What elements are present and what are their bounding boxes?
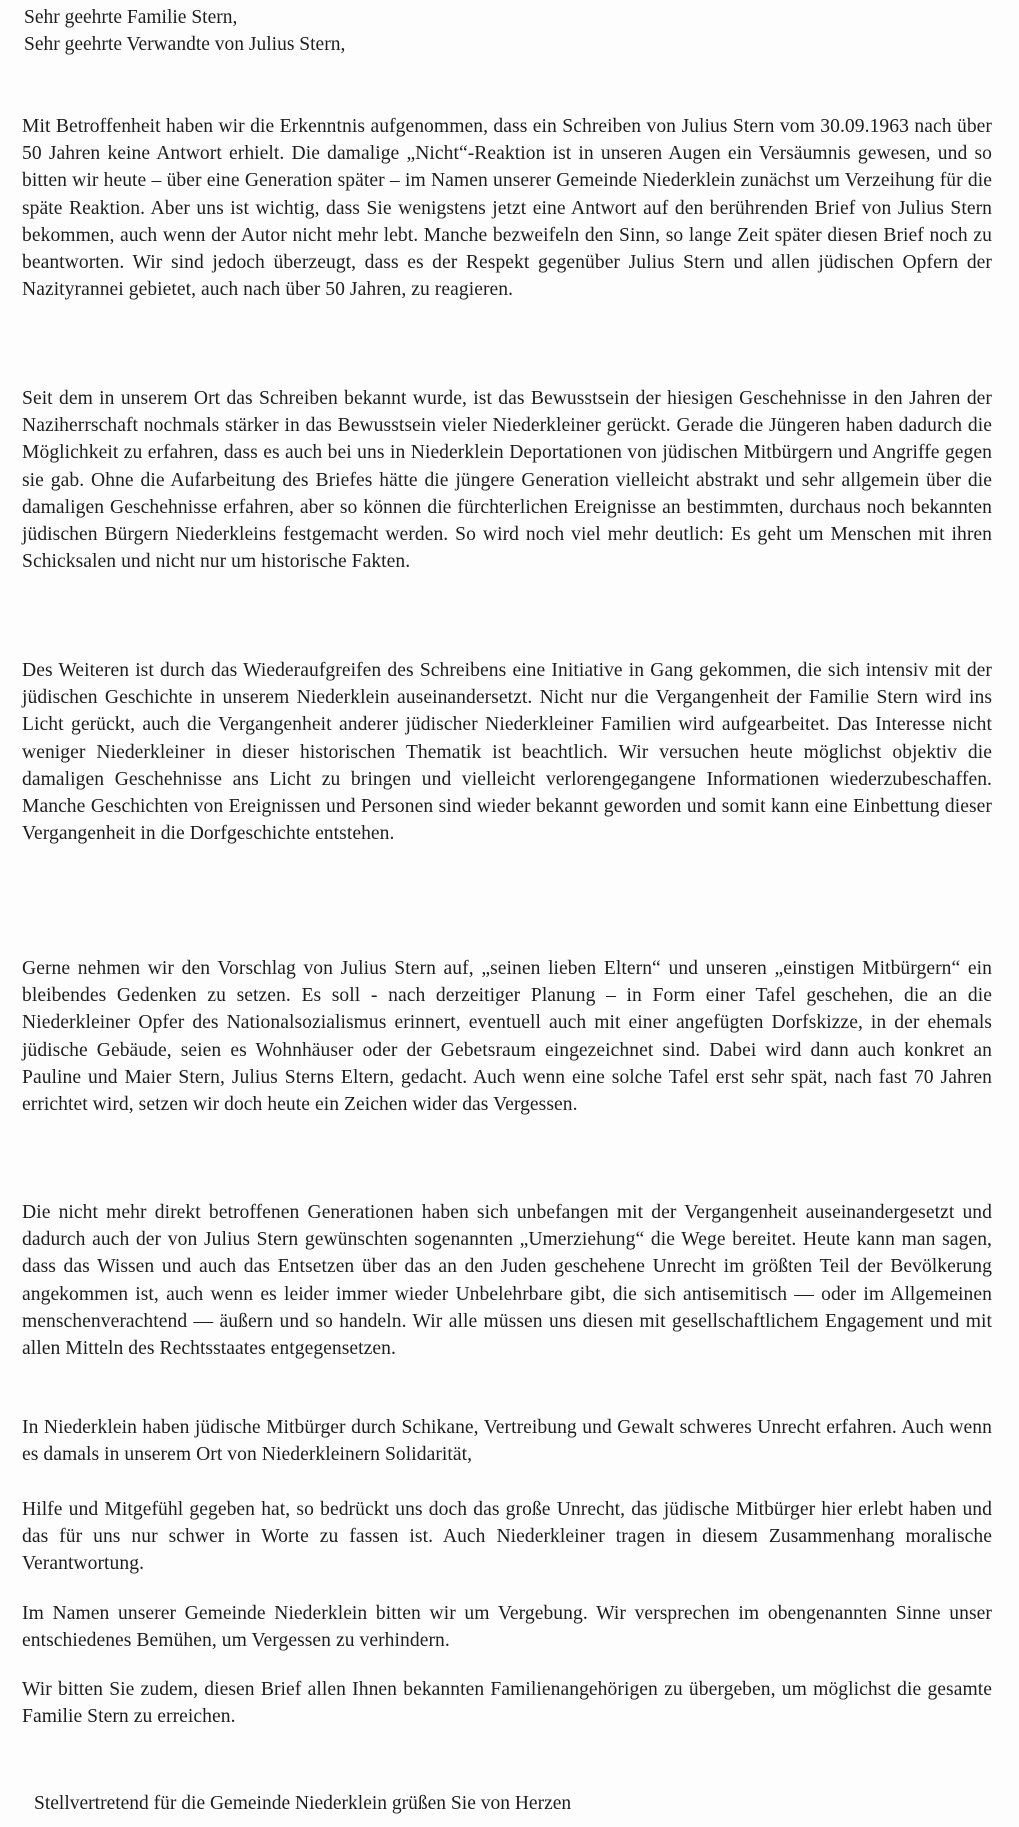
paragraph: Im Namen unserer Gemeinde Niederklein bitten wir um Vergebung. Wir versprechen im obengenannten Sinne unser entschiedenes Bemühen, um Vergessen zu verhindern. (22, 1603, 992, 1652)
paragraph: Seit dem in unserem Ort das Schreiben bekannt wurde, ist das Bewusstsein der hiesigen Geschehnisse in den Jahren der Naziherrschaft nochmals stärker in das Bewusstsein vieler Niederkleiner gerückt. Gerade die Jüngeren haben dadurch die Möglichkeit zu erfahren, dass es auch bei uns in Niederklein Deportationen von jüdischen Mitbürgern und Angriffe gegen sie gab. Ohne die Aufarbeitung des Briefes hätte die jüngere Generation vielleicht abstrakt und sehr allgemein über die damaligen Geschehnisse erfahren, aber so können die fürchterlichen Ereignisse an bestimmten, durchaus noch bekannten jüdischen Bürgern Niederkleins festgemacht werden. So wird noch viel mehr deutlich: Es geht um Menschen mit ihren Schicksalen und nicht nur um historische Fakten. (22, 388, 992, 573)
salutation (24, 4, 345, 58)
paragraph: In Niederklein haben jüdische Mitbürger durch Schikane, Vertreibung und Gewalt schweres Unrecht erfahren. Auch wenn es damals in unserem Ort von Niederkleinern Solidarität, (22, 1417, 992, 1466)
paragraph: Hilfe und Mitgefühl gegeben hat, so bedrückt uns doch das große Unrecht, das jüdische Mitbürger hier erlebt haben und das für uns nur schwer in Worte zu fassen ist. Auch Niederkleiner tragen in diesem Zusammenhang moralische Verantwortung. (22, 1499, 992, 1575)
salutation-line: Sehr geehrte Familie Stern, (24, 7, 238, 28)
salutation-line: Sehr geehrte Verwandte von Julius Stern, (24, 34, 346, 55)
paragraph: Mit Betroffenheit haben wir die Erkenntnis aufgenommen, dass ein Schreiben von Julius Stern vom 30.09.1963 nach über 50 Jahren keine Antwort erhielt. Die damalige „Nicht“-Reaktion ist in unseren Augen ein Versäumnis gewesen, und so bitten wir heute – über eine Generation später – im Namen unserer Gemeinde Niederklein zunächst um Verzeihung für die späte Reaktion. Aber uns ist wichtig, dass Sie wenigstens jetzt eine Antwort auf den berührenden Brief von Julius Stern bekommen, auch wenn der Autor nicht mehr lebt. Manche bezweifeln den Sinn, so lange Zeit später diesen Brief noch zu beantworten. Wir sind jedoch überzeugt, dass es der Respekt gegenüber Julius Stern und allen jüdischen Opfern der Nazityrannei gebietet, auch nach über 50 Jahren, zu reagieren. (22, 116, 992, 301)
paragraph: Des Weiteren ist durch das Wiederaufgreifen des Schreibens eine Initiative in Gang gekommen, die sich intensiv mit der jüdischen Geschichte in unserem Niederklein auseinandersetzt. Nicht nur die Vergangenheit der Familie Stern wird ins Licht gerückt, auch die Vergangenheit anderer jüdischer Niederkleiner Familien wird aufgearbeitet. Das Interesse nicht weniger Niederkleiner in dieser historischen Thematik ist beachtlich. Wir versuchen heute möglichst objektiv die damaligen Geschehnisse ans Licht zu bringen und vielleicht verlorengegangene Informationen wiederzubeschaffen. Manche Geschichten von Ereignissen und Personen sind wieder bekannt geworden und somit kann eine Einbettung dieser Vergangenheit in die Dorfgeschichte entstehen. (22, 660, 992, 845)
closing-line: Stellvertretend für die Gemeinde Niederklein grüßen Sie von Herzen (34, 1793, 572, 1814)
paragraph: Wir bitten Sie zudem, diesen Brief allen Ihnen bekannten Familienangehörigen zu übergeben, um möglichst die gesamte Familie Stern zu erreichen. (22, 1679, 992, 1728)
paragraph: Gerne nehmen wir den Vorschlag von Julius Stern auf, „seinen lieben Eltern“ und unseren „einstigen Mitbürgern“ ein bleibendes Gedenken zu setzen. Es soll - nach derzeitiger Planung – in Form einer Tafel geschehen, die an die Niederkleiner Opfer des Nationalsozialismus erinnert, eventuell auch mit einer angefügten Dorfskizze, in der ehemals jüdische Gebäude, seien es Wohnhäuser oder der Gebetsraum eingezeichnet sind. Dabei wird dann auch konkret an Pauline und Maier Stern, Julius Sterns Eltern, gedacht. Auch wenn eine solche Tafel erst sehr spät, nach fast 70 Jahren errichtet wird, setzen wir doch heute ein Zeichen wider das Vergessen. (22, 958, 992, 1116)
paragraph: Die nicht mehr direkt betroffenen Generationen haben sich unbefangen mit der Vergangenheit auseinandergesetzt und dadurch auch der von Julius Stern gewünschten sogenannten „Umerziehung“ die Wege bereitet. Heute kann man sagen, dass das Wissen und auch das Entsetzen über das an den Juden geschehene Unrecht im größten Teil der Bevölkerung angekommen ist, auch wenn es leider immer wieder Unbelehrbare gibt, die sich antisemitisch — oder im Allgemeinen menschenverachtend — äußern und so handeln. Wir alle müssen uns diesen mit gesellschaftlichem Engagement und mit allen Mitteln des Rechtsstaates entgegensetzen. (22, 1202, 992, 1360)
